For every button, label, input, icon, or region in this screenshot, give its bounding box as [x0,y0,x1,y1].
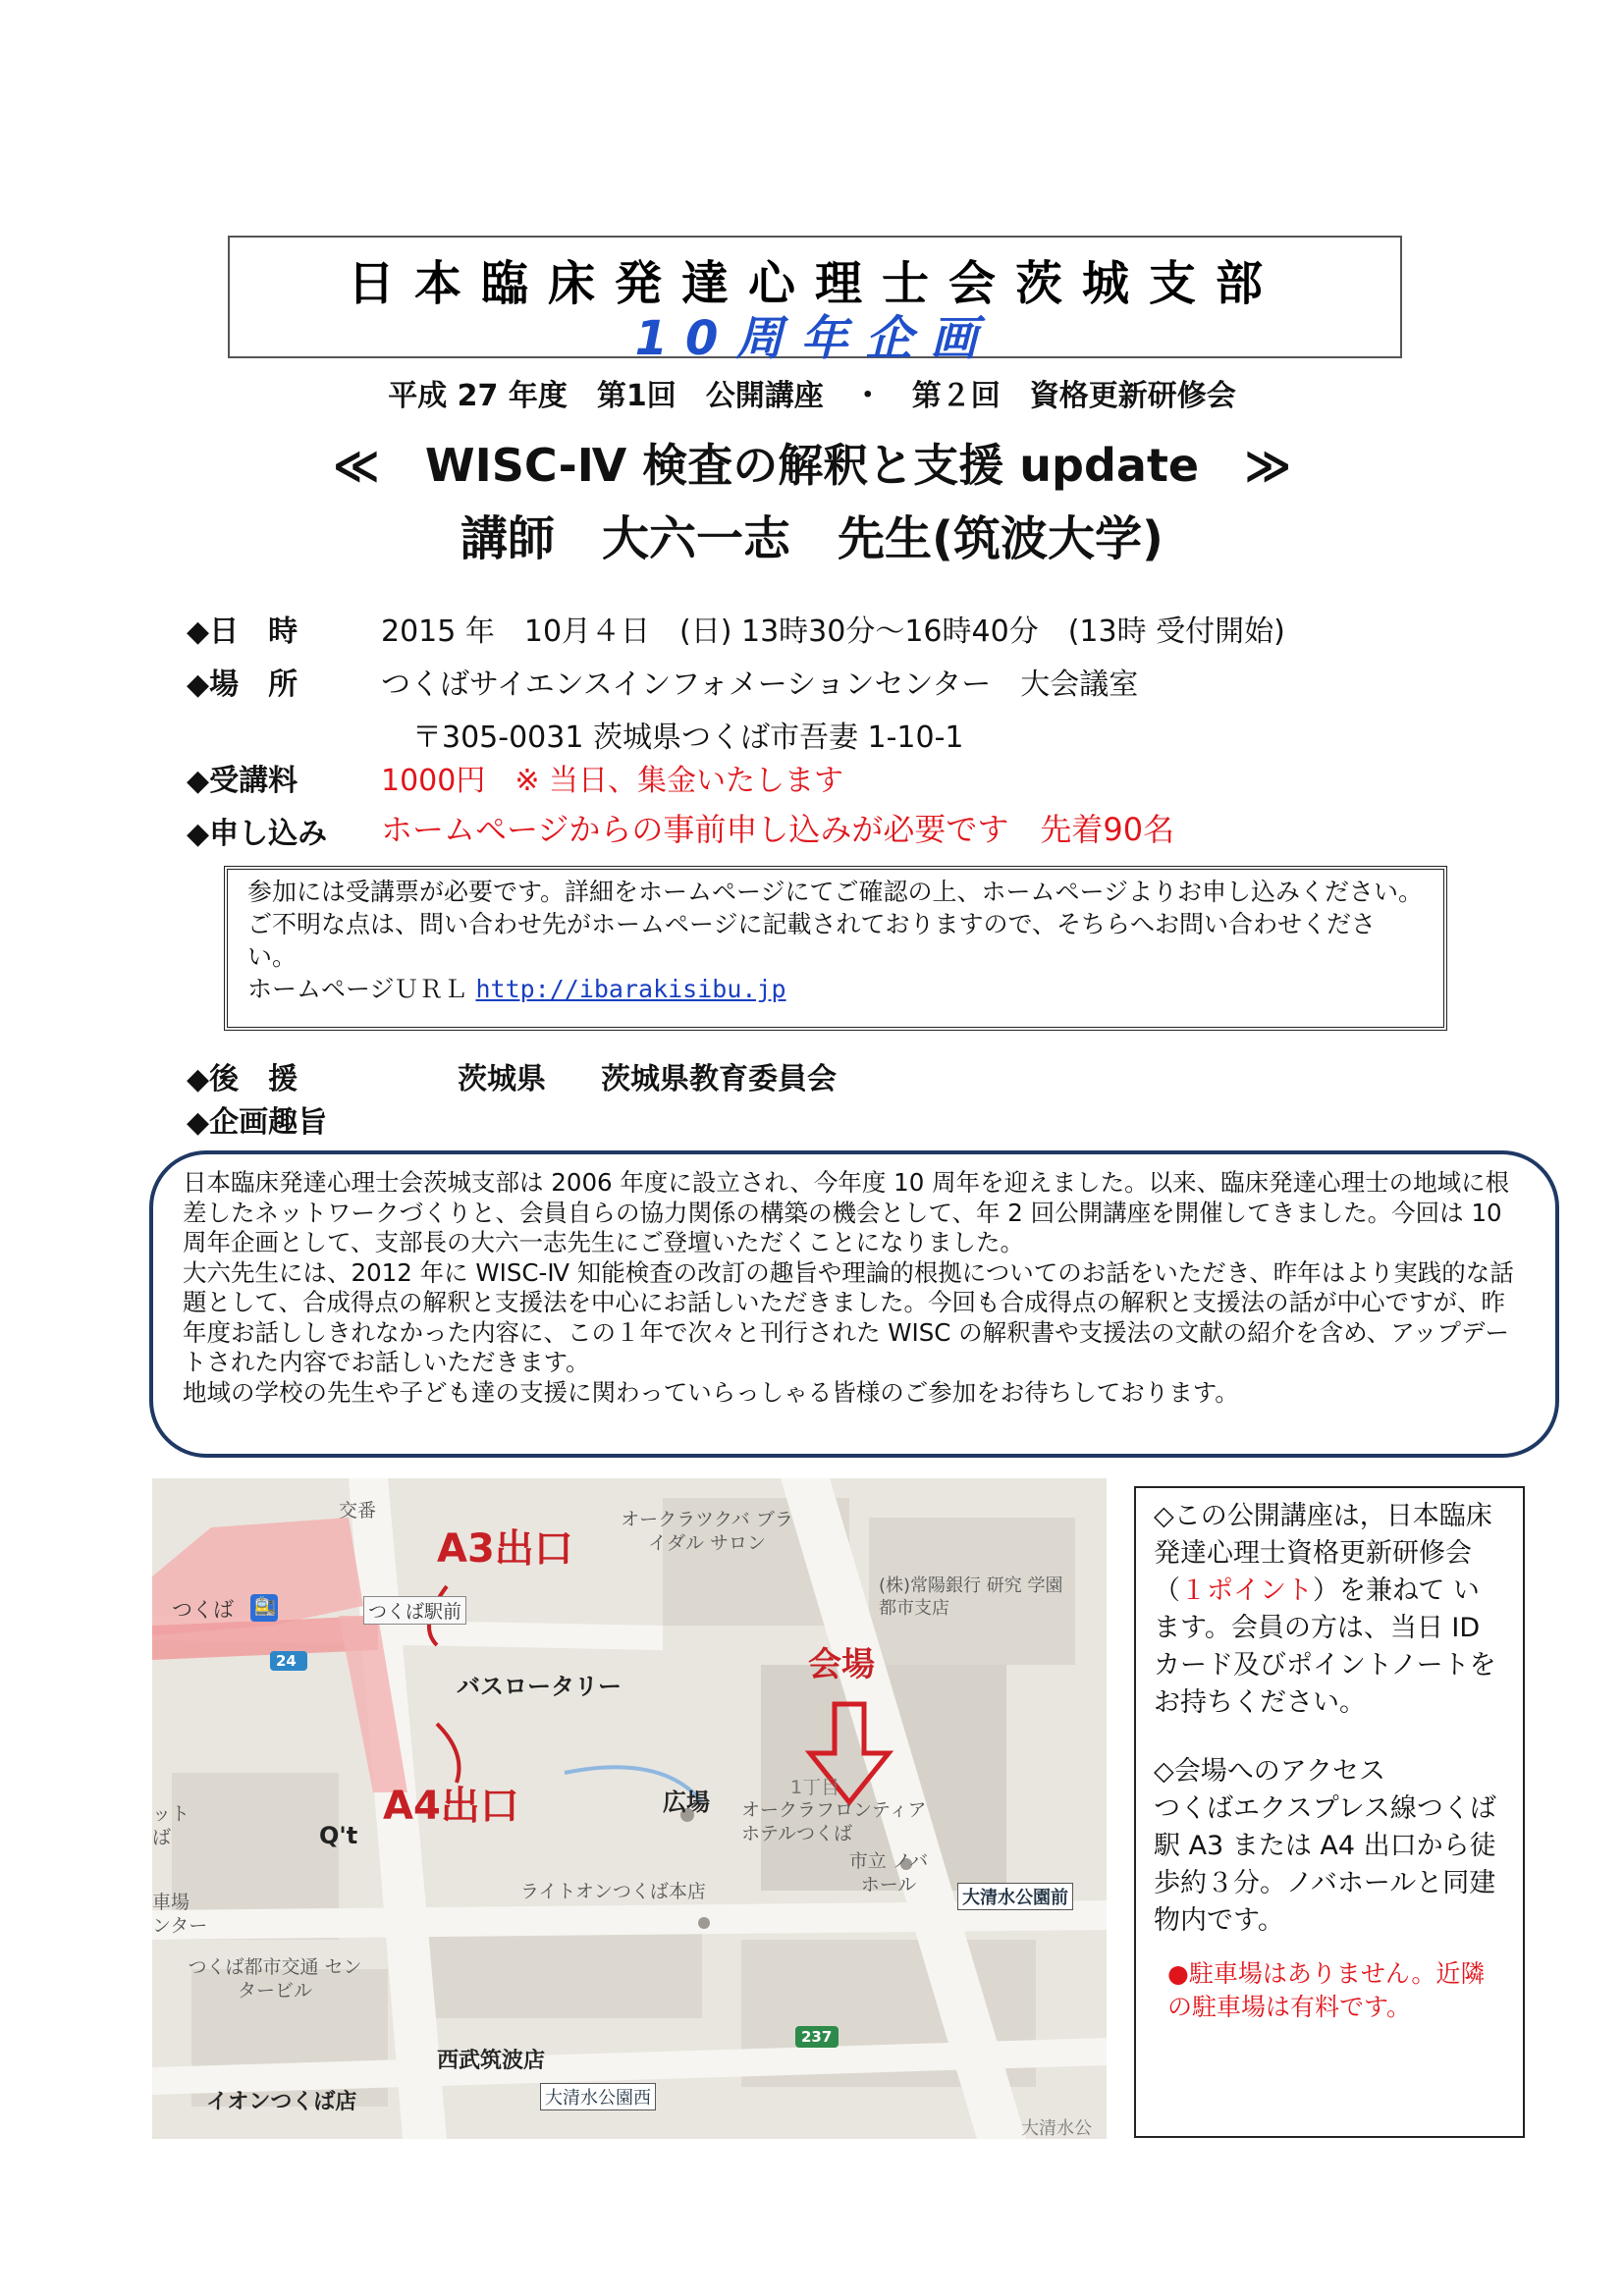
notice-box [224,866,1447,1031]
lecturer: 講師 大六一志 先生(筑波大学) [460,511,1164,566]
map-label-station-front: つくば駅前 [363,1596,466,1625]
main-title: ≪ WISC-Ⅳ 検査の解釈と支援 update ≫ [332,439,1292,492]
map-label-bank: (株)常陽銀行 研究 学園都市支店 [879,1575,1063,1619]
fee-value: 1000円 ※ 当日、集金いたします [381,764,844,798]
date-label: ◆日 時 [187,614,298,649]
a4-exit-label: A4出口 [383,1784,519,1829]
support-org-1: 茨城県 [458,1062,546,1096]
venue-label: 会場 [808,1645,875,1684]
parking-note: ●駐車場はありません。近隣の駐車場は有料です。 [1167,1959,1486,2021]
map-label-parking-left: 車場 ンター [152,1892,208,1937]
map-label-aeon: イオンつくば店 [206,2090,357,2114]
apply-value: ホームページからの事前申し込みが必要です 先着90名 [381,811,1175,848]
map-label-nova-hall: 市立 ノバホール [848,1850,929,1896]
cpd-note [1154,1498,1505,1722]
date-value: 2015 年 10月４日 (日) 13時30分～16時40分 (13時 受付開始) [381,614,1285,649]
homepage-link[interactable]: http://ibarakisibu.jp [475,975,786,1003]
fee-label: ◆受講料 [187,764,298,798]
access-map [152,1478,1107,2139]
map-label-okura-bridal: オークラツクバ ブライダル サロン [621,1509,793,1554]
place-value: つくばサイエンスインフォメーションセンター 大会議室 [381,667,1139,702]
cpd-point: １ポイント [1180,1575,1313,1606]
title-box [228,236,1402,366]
cpd-note-text-a: ◇この公開講座は，日本臨床発達心理士資格更新研修会（ [1154,1501,1492,1606]
map-label-koban: 交番 [339,1500,377,1522]
route-24-shield: 24 [276,1652,297,1670]
map-label-oshimizu: 大清水公 [1021,2118,1092,2139]
access-text: つくばエクスプレス線つくば駅 A3 または A4 出口から徒歩約３分。ノバホールと同建物内です。 [1154,1793,1496,1936]
support-label: ◆後 援 [187,1062,298,1096]
map-label-seibu: 西武筑波店 [437,2049,546,2073]
apply-label: ◆申し込み [187,817,328,851]
map-label-bus: バスロータリー [457,1673,622,1700]
map-label-lighton: ライトオンつくば本店 [520,1881,706,1902]
map-label-tsukuba: つくば [172,1598,234,1622]
cpd-note-text-b: ）を兼ねて います。会員の方は、当日 ID カード及びポイントノートを お持ちください。 [1154,1575,1496,1718]
map-label-chome: 1丁目 [790,1777,840,1798]
url-label: ホームページＵＲＬ [247,975,468,1003]
place-label: ◆場 所 [187,667,298,702]
info-side-box [1134,1486,1525,2138]
homepage-line [247,973,1424,1005]
access-title: ◇会場へのアクセス [1154,1756,1385,1787]
purpose-paragraph-3: 地域の学校の先生や子ども達の支援に関わっていらっしゃる皆様のご参加をお待ちしております。 [183,1377,1239,1407]
map-label-qt: Q't [319,1822,358,1849]
event-subtitle: 平成 27 年度 第1回 公開講座 ・ 第２回 資格更新研修会 [388,379,1236,413]
map-label-okura-hotel: オークラフロンティア ホテルつくば [741,1799,927,1844]
organization-title: 日本臨床発達心理士会茨城支部 [347,256,1282,311]
a3-exit-label: A3出口 [437,1526,573,1572]
notice-text: 参加には受講票が必要です。詳細をホームページにてご確認の上、ホームページよりお申し込みください。 ご不明な点は、問い合わせ先がホームページに記載されておりますので、そちらへお問い合わせください。 [247,878,1435,971]
map-label-city-center: つくば都市交通 センタービル [188,1956,362,2002]
support-org-2: 茨城県教育委員会 [601,1062,837,1096]
route-237-shield: 237 [801,2028,833,2046]
map-label-oshimizu-nishi: 大清水公園西 [540,2083,656,2110]
purpose-box [149,1150,1559,1458]
map-label-oshimizu-mae: 大清水公園前 [957,1883,1073,1910]
train-station-icon: 🚉 [254,1596,277,1617]
address: 〒305-0031 茨城県つくば市吾妻 1-10-1 [412,721,964,755]
purpose-paragraph-2: 大六先生には、2012 年に WISC-Ⅳ 知能検査の改訂の趣旨や理論的根拠についてのお話をいただき、昨年はより実践的な話題として、合成得点の解釈と支援法を中心にお話しいただきました。今回も合成得点の解釈と支援法の話が中心ですが、昨年度お話ししきれなかった内容に、この１年で次々と刊行された WISC の解釈書や支援法の文献の紹介を含め、アップデートされた内容でお話しいただきます。 [183,1257,1514,1376]
map-label-left-edge: ット ば [152,1803,190,1848]
purpose-label: ◆企画趣旨 [187,1105,328,1140]
purpose-paragraph-1: 日本臨床発達心理士会茨城支部は 2006 年度に設立され、今年度 10 周年を迎えました。以来、臨床発達心理士の地域に根差したネットワークづくりと、会員自らの協力関係の構築の機会として、年 2 回公開講座を開催してきました。今回は 10 周年企画として、支部長の大六一志先生にご登壇いただくことになりました。 [183,1168,1510,1256]
map-label-plaza: 広場 [663,1789,710,1816]
anniversary-title: 10周年企画 [634,311,996,366]
